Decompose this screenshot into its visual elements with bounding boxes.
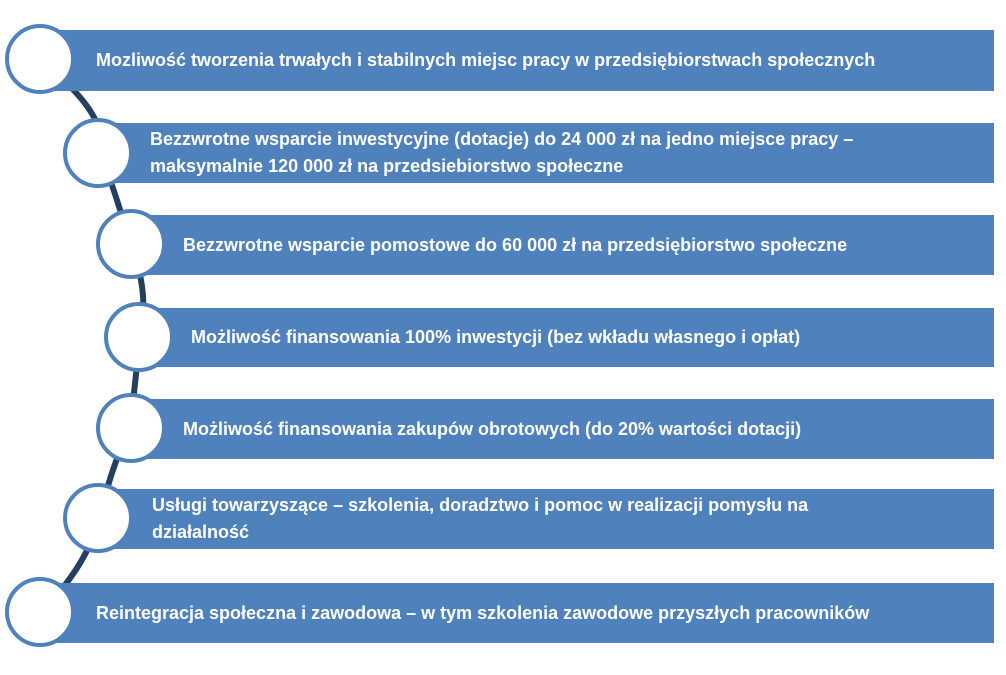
benefit-text-2: Bezzwrotne wsparcie inwestycyjne (dotacje) do 24 000 zł na jedno miejsce pracy – maksymalnie 120 000 zł na przedsiebiorstwo społeczne	[150, 129, 854, 176]
benefit-bar-5	[133, 399, 994, 459]
benefit-bar-6	[100, 489, 994, 549]
benefit-text-1: Mozliwość tworzenia trwałych i stabilnych miejsc pracy w przedsiębiorstwach społecznych	[96, 50, 876, 70]
benefit-bar-3	[133, 215, 994, 275]
benefit-bar-4	[143, 308, 994, 367]
benefit-bar-7	[42, 583, 994, 643]
bullet-node-3	[96, 209, 166, 279]
benefit-text-5: Możliwość finansowania zakupów obrotowych (do 20% wartości dotacji)	[183, 418, 802, 439]
bullet-node-2	[63, 118, 133, 188]
bullet-node-5	[96, 393, 166, 463]
bullet-node-7	[5, 577, 75, 647]
benefit-bar-1	[42, 30, 994, 91]
bullet-node-1	[5, 24, 75, 94]
benefit-bar-2	[100, 123, 994, 183]
benefit-text-7: Reintegracja społeczna i zawodowa – w tym szkolenia zawodowe przyszłych pracowników	[96, 602, 870, 623]
benefit-text-3: Bezzwrotne wsparcie pomostowe do 60 000 zł na przedsiębiorstwo społeczne	[183, 234, 848, 255]
benefit-text-6: Usługi towarzyszące – szkolenia, doradztwo i pomoc w realizacji pomysłu na działalność	[152, 495, 809, 542]
bullet-node-4	[104, 302, 174, 372]
benefit-text-4: Możliwość finansowania 100% inwestycji (bez wkładu własnego i opłat)	[191, 327, 801, 347]
bullet-node-6	[63, 483, 133, 553]
